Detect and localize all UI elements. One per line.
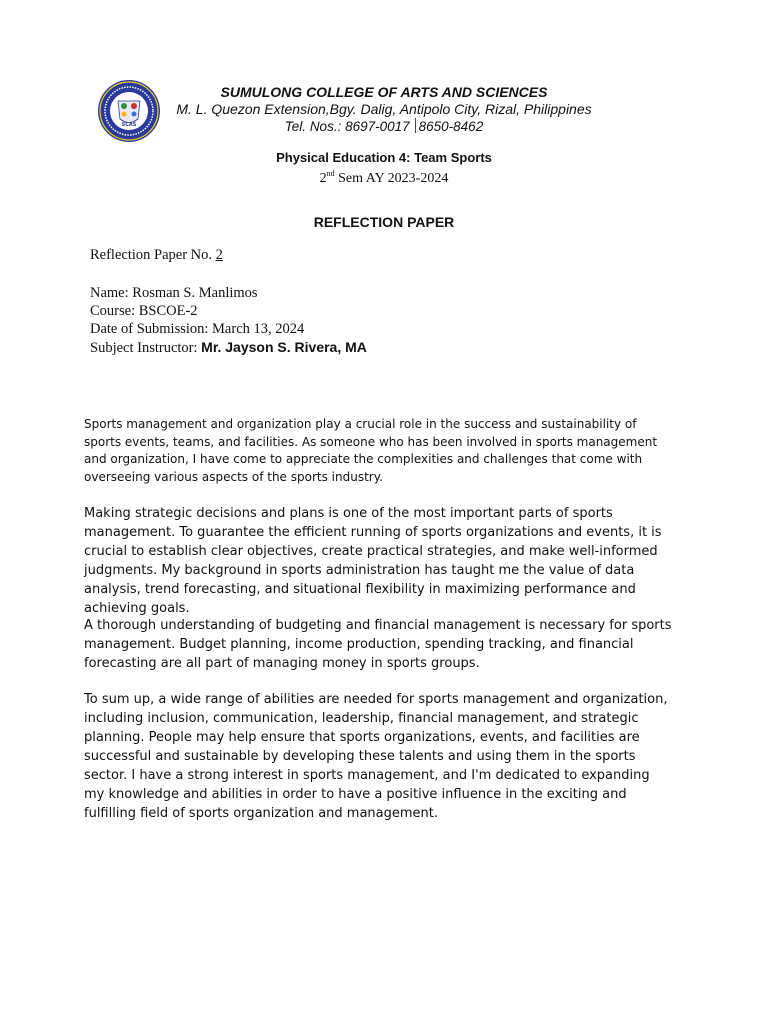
semester-number: 2 [319,171,327,186]
semester-suffix: nd [326,169,335,178]
course-subject: Physical Education 4: Team Sports [276,150,492,165]
tel-primary: Tel. Nos.: 8697-0017 [284,119,410,134]
semester-line [0,165,768,187]
paragraph-3: A thorough understanding of budgeting and financial management is necessary for sports management. Budget planning, income production, spending tracking, and financial forecasting are all part of managing money in sports groups. [84,618,672,671]
instructor-label: Subject Instructor: [90,340,202,356]
semester-year: Sem AY 2023-2024 [334,171,449,186]
tel-secondary: 8650-8462 [418,119,484,134]
document-title: REFLECTION PAPER [313,214,455,230]
instructor-line [90,338,367,357]
paper-number-line [90,246,367,264]
paper-number-label: Reflection Paper No. [90,247,216,263]
paragraph-1: Sports management and organization play a crucial role in the success and sustainability of sports events, teams, and facilities. As someone who has been involved in sports management and organization, I have come to appreciate the complexities and challenges that come with overseeing various aspects of the sports industry. [84,417,658,484]
college-address: M. L. Quezon Extension,Bgy. Dalig, Antipolo City, Rizal, Philippines [176,101,592,117]
letterhead [170,83,598,136]
student-course: Course: BSCOE-2 [90,303,198,319]
tel-separator [415,118,416,133]
college-name: SUMULONG COLLEGE OF ARTS AND SCIENCES [220,84,548,100]
instructor-name: Mr. Jayson S. Rivera, MA [201,339,367,355]
student-name: Name: Rosman S. Manlimos [90,285,258,301]
paragraph-2: Making strategic decisions and plans is one of the most important parts of sports management. To guarantee the efficient running of sports organizations and events, it is crucial to establish clear objectives, create practical strategies, and make well-informed judgments. My background in sports administration has taught me the value of data analysis, trend forecasting, and situational flexibility in maximizing performance and achieving goals. [84,506,662,616]
paper-number-value: 2 [215,247,223,263]
submission-date: Date of Submission: March 13, 2024 [90,321,305,337]
svg-text:SCAS: SCAS [121,122,137,128]
telephone-line [170,118,598,136]
paragraph-4: To sum up, a wide range of abilities are needed for sports management and organization, including inclusion, communication, leadership, financial management, and strategic planning. People may help ensure that sports organizations, events, and facilities are successful and sustainable by developing these talents and using them in the sports sector. I have a strong interest in sports management, and I'm dedicated to expanding my knowledge and abilities in order to have a positive influence in the exciting and fulfilling field of sports organization and management. [84,692,668,821]
college-seal-logo [97,79,161,143]
student-info-block [90,246,367,357]
